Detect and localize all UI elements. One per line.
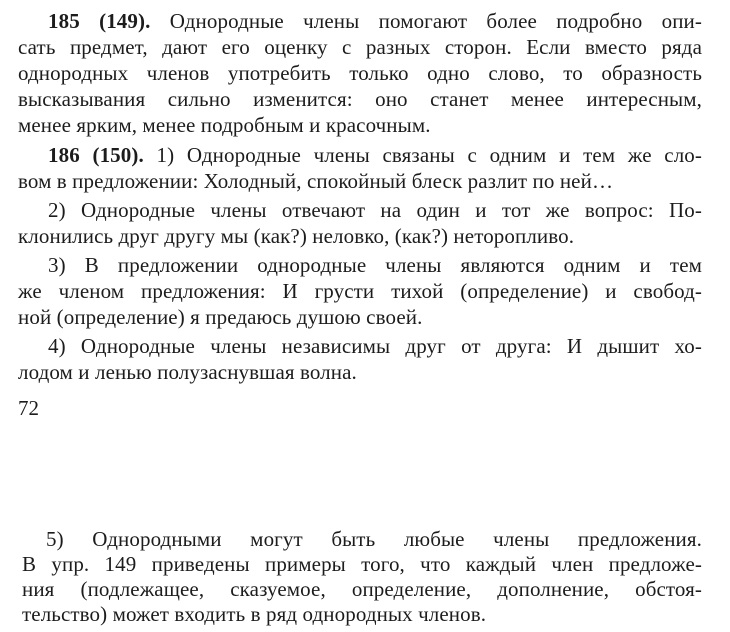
ex186-line-1 [48, 143, 702, 167]
ex186-line-8: 4) Однородные члены независимы друг от друга: И дышит хо- [48, 334, 702, 358]
ex185-number: 185 (149). [48, 9, 151, 33]
ex185-line-1 [48, 9, 702, 33]
ex186-text-1: 1) Однородные члены связаны с одним и тем же сло- [156, 143, 702, 167]
ex185-line-5: менее ярким, менее подробным и красочным. [18, 113, 431, 137]
ex185-line-3: однородных членов употребить только одно слово, то образность [18, 61, 702, 85]
ex186-line-9: лодом и ленью полузаснувшая волна. [18, 360, 357, 384]
page-number: 72 [18, 396, 39, 420]
bottom-line-4: тельство) может входить в ряд однородных членов. [22, 602, 487, 626]
ex185-line-4: высказывания сильно изменится: оно станет менее интересным, [18, 87, 702, 111]
bottom-line-2: В упр. 149 приведены примеры того, что каждый член предложе- [22, 552, 702, 576]
ex186-line-7: ной (определение) я предаюсь душою своей. [18, 305, 423, 329]
ex186-line-6: же членом предложения: И грусти тихой (определение) и свобод- [18, 279, 702, 303]
ex186-line-2: вом в предложении: Холодный, спокойный блеск разлит по ней… [18, 169, 614, 193]
ex186-line-5: 3) В предложении однородные члены являются одним и тем [48, 253, 702, 277]
bottom-line-3: ния (подлежащее, сказуемое, определение, дополнение, обстоя- [22, 577, 702, 601]
ex186-number: 186 (150). [48, 143, 144, 167]
ex186-line-3: 2) Однородные члены отвечают на один и тот же вопрос: По- [48, 198, 702, 222]
ex186-line-4: клонились друг другу мы (как?) неловко, (как?) неторопливо. [18, 224, 575, 248]
bottom-line-1: 5) Однородными могут быть любые члены предложения. [46, 527, 702, 551]
ex185-line-2: сать предмет, дают его оценку с разных сторон. Если вместо ряда [18, 35, 702, 59]
ex185-text-1: Однородные члены помогают более подробно опи- [169, 9, 702, 33]
